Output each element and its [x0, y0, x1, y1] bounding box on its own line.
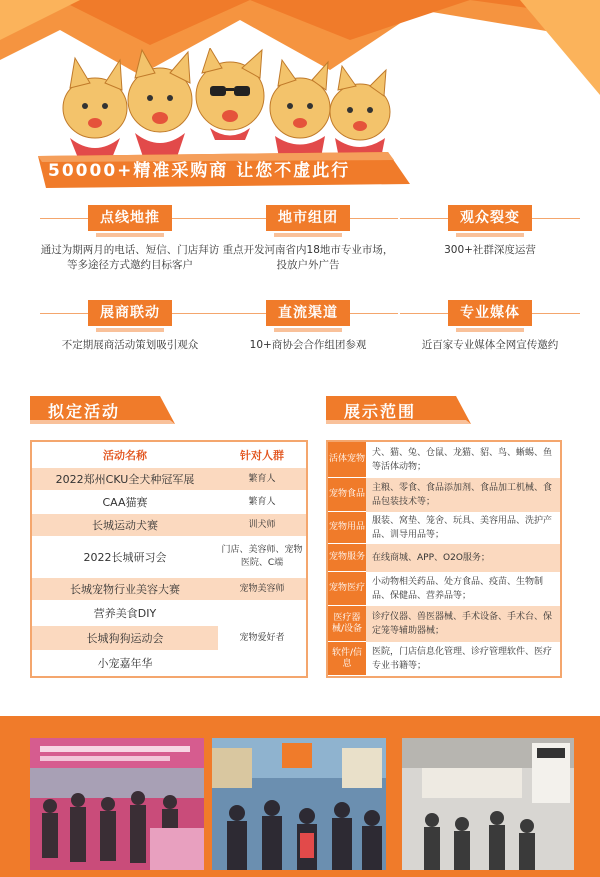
feature-direct-channel	[218, 300, 398, 353]
scope-category: 宠物用品	[328, 512, 366, 544]
col-audience: 针对人群	[240, 448, 284, 462]
feature-desc: 近百家专业媒体全网宣传邀约	[421, 339, 559, 351]
table-row	[32, 578, 306, 600]
activities-heading	[30, 396, 175, 424]
feature-desc: 重点开发河南省内18地市专业市场，投放户外广告	[222, 244, 394, 271]
scope-row	[328, 478, 560, 512]
feature-pro-media	[400, 300, 580, 353]
scope-desc: 服装、窝垫、笼舍、玩具、美容用品、洗护产品、训导用品等；	[372, 516, 553, 540]
activity-name: 长城狗狗运动会	[32, 626, 218, 650]
col-activity-name: 活动名称	[103, 449, 147, 462]
scope-category: 软件/信息	[328, 642, 366, 676]
scope-row	[328, 512, 560, 544]
feature-audience-fission	[400, 205, 580, 258]
activity-audience: 宠物美容师	[239, 583, 285, 594]
scope-row	[328, 572, 560, 606]
scope-heading	[326, 396, 471, 424]
dogs-illustration	[50, 48, 400, 163]
scope-category: 宠物食品	[328, 478, 366, 512]
activity-name: 长城宠物行业美容大赛	[70, 583, 180, 596]
slogan-text: 50000+精准采购商 让您不虚此行	[48, 161, 351, 181]
scope-category: 医疗器械/设备	[328, 606, 366, 642]
feature-door-to-door	[40, 205, 220, 273]
scope-desc: 医院，门店信息化管理、诊疗管理软件、医疗专业书籍等；	[372, 647, 553, 671]
feature-desc: 不定期展商活动策划吸引观众	[61, 339, 199, 351]
table-row	[32, 514, 306, 536]
scope-category: 宠物服务	[328, 544, 366, 572]
feature-title: 观众裂变	[448, 205, 532, 231]
activity-name: 长城运动犬赛	[92, 519, 158, 532]
feature-exhibitor-linkage	[40, 300, 220, 353]
activity-name: 营养美食DIY	[32, 600, 218, 626]
scope-row	[328, 606, 560, 642]
scope-category: 活体宠物	[328, 442, 366, 478]
scope-row	[328, 544, 560, 572]
activity-name: 小宠嘉年华	[32, 650, 218, 676]
scope-desc: 小动物相关药品、处方食品、疫苗、生物制品、保健品、营养品等；	[372, 577, 544, 601]
activity-name: 2022长城研习会	[83, 551, 167, 564]
feature-city-group	[218, 205, 398, 273]
activities-heading-text: 拟定活动	[48, 402, 121, 421]
activity-audience: 繁育人	[248, 473, 276, 484]
table-row	[32, 468, 306, 490]
activity-audience: 繁育人	[248, 496, 276, 507]
scope-desc: 在线商城、APP、O2O服务；	[372, 553, 490, 563]
table-header-row	[32, 442, 306, 468]
scope-desc: 犬、猫、兔、仓鼠、龙猫、貂、鸟、蜥蜴、鱼等活体动物；	[372, 448, 553, 472]
feature-desc: 通过为期两月的电话、短信、门店拜访等多途径方式邀约目标客户	[40, 244, 220, 271]
activity-name: CAA猫赛	[102, 496, 148, 509]
activity-name-group	[32, 600, 218, 676]
feature-title: 专业媒体	[448, 300, 532, 326]
exhibition-photo-2	[212, 738, 386, 870]
scope-row	[328, 442, 560, 478]
scope-desc: 诊疗仪器、兽医器械、手术设备、手术台、保定笼等辅助器械；	[372, 612, 553, 636]
exhibition-photo-1	[30, 738, 204, 870]
scope-desc: 主粮、零食、食品添加剂、食品加工机械、食品包装技术等；	[372, 483, 553, 507]
activity-audience: 宠物爱好者	[239, 632, 285, 643]
exhibition-photo-3	[402, 738, 574, 870]
scope-category: 宠物医疗	[328, 572, 366, 606]
feature-desc: 10+商协会合作组团参观	[249, 339, 367, 351]
feature-title: 展商联动	[88, 300, 172, 326]
activities-table	[30, 440, 308, 678]
table-row	[32, 490, 306, 514]
table-row	[32, 536, 306, 578]
scope-heading-text: 展示范围	[344, 402, 417, 421]
feature-desc: 300+社群深度运营	[444, 244, 536, 256]
scope-row	[328, 642, 560, 676]
activity-audience: 训犬师	[248, 519, 276, 530]
table-row-group	[32, 600, 306, 676]
feature-title: 直流渠道	[266, 300, 350, 326]
scope-table	[326, 440, 562, 678]
activity-audience: 门店、美容师、宠物医院、C端	[221, 545, 303, 568]
feature-title: 点线地推	[88, 205, 172, 231]
activity-name: 2022郑州CKU全犬种冠军展	[55, 473, 195, 486]
feature-title: 地市组团	[266, 205, 350, 231]
